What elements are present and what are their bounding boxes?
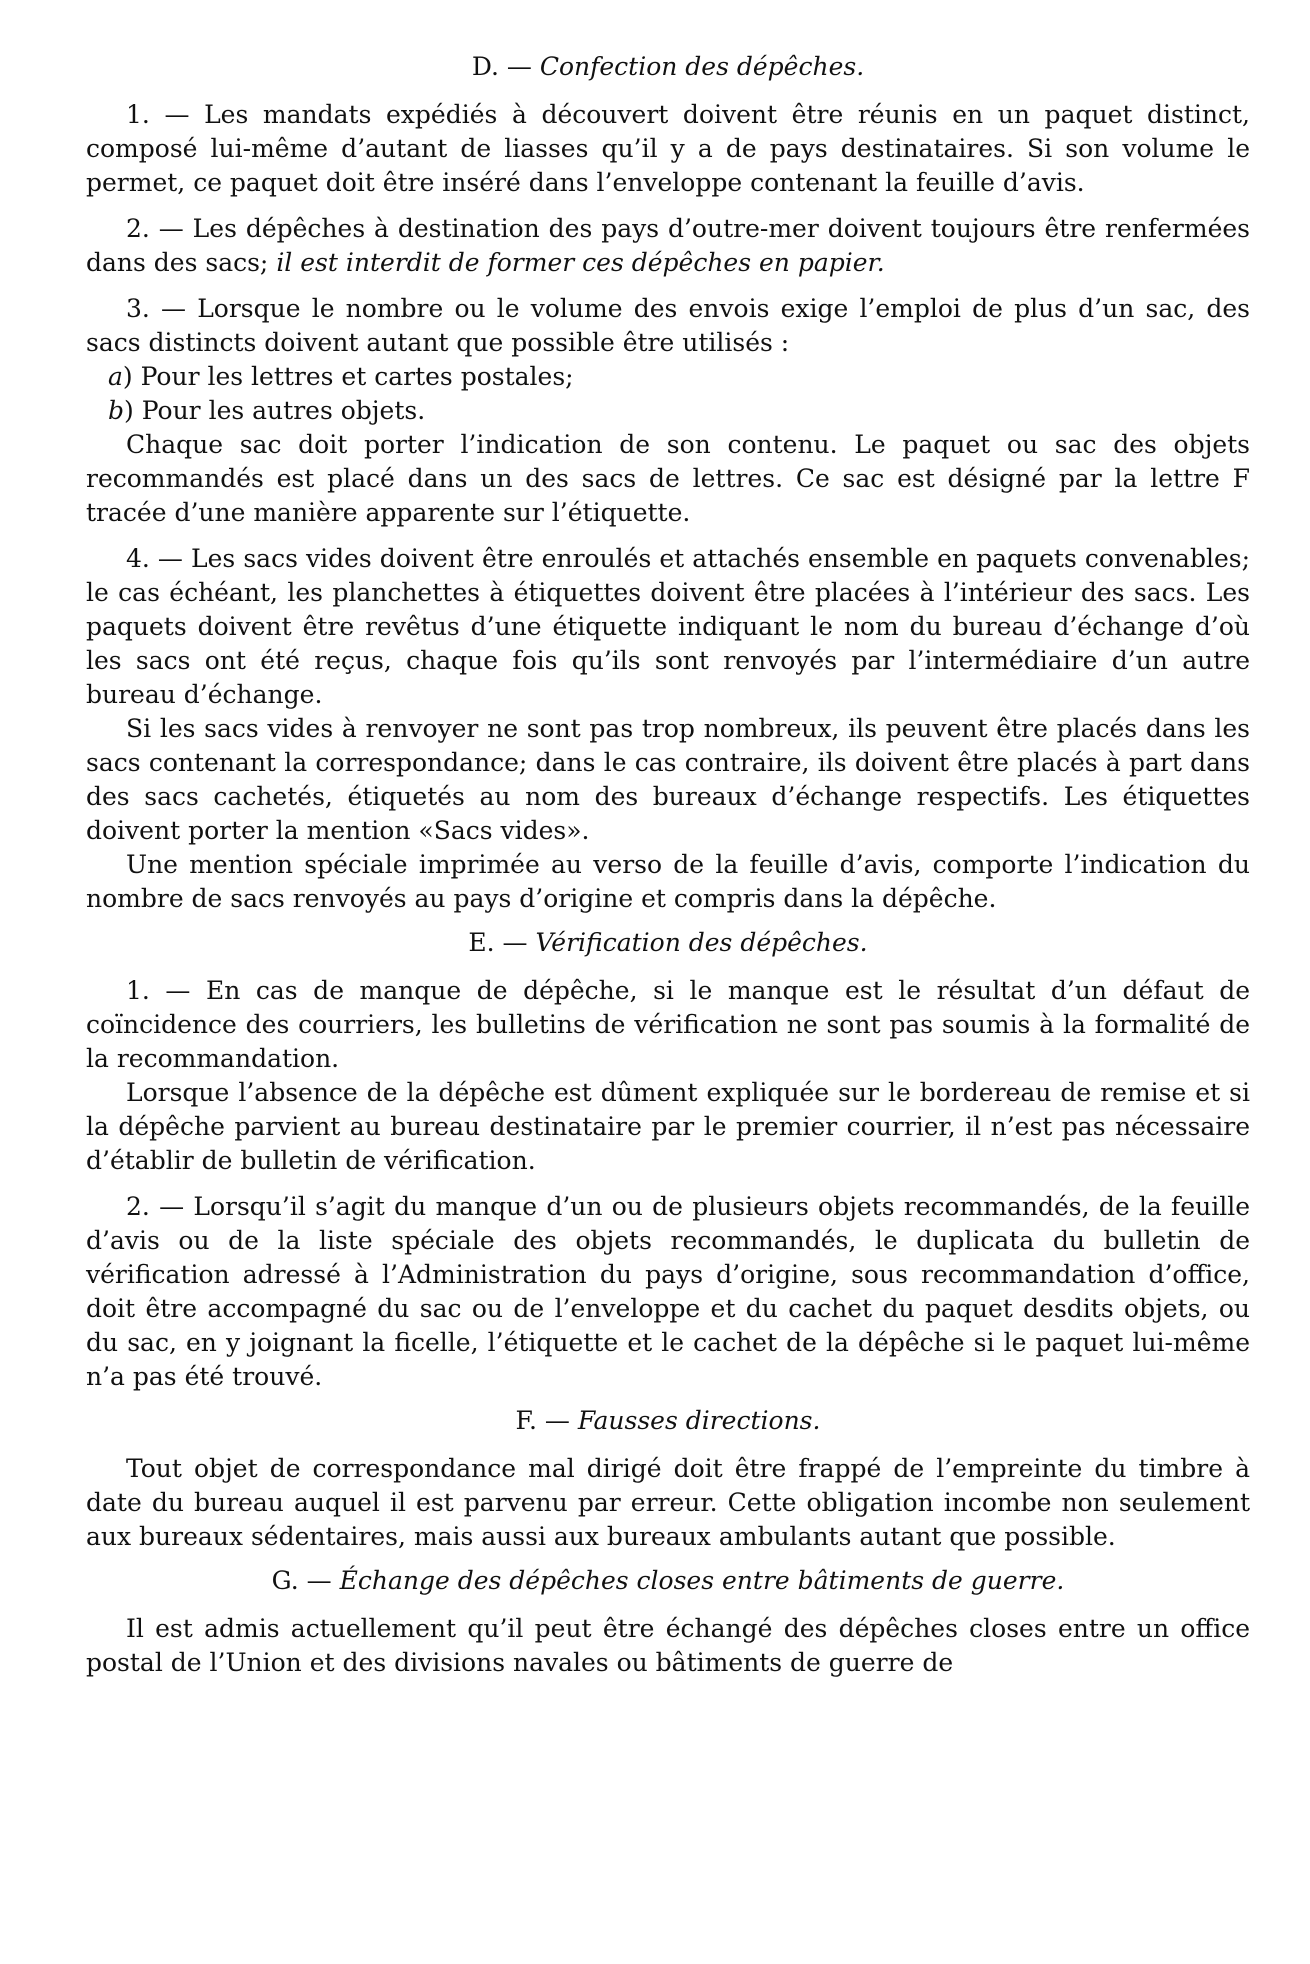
section-d-paragraph-2 [86, 212, 1250, 280]
section-d-paragraph-1: 1. — Les mandats expédiés à découvert doivent être réunis en un paquet distinct, composé lui-même d’autant de liasses qu’il y a de pays destinataires. Si son volume le permet, ce paquet doit être inséré dans l’enveloppe contenant la feuille d’avis. [86, 100, 1250, 197]
section-d-heading [86, 50, 1250, 84]
list-item-a [86, 360, 1250, 394]
section-e-paragraph-1: 1. — En cas de manque de dépêche, si le manque est le résultat d’un défaut de coïncidence des courriers, les bulletins de vérification ne sont pas soumis à la formalité de la recommandation. [86, 976, 1250, 1073]
section-d-paragraph-2-italic: il est interdit de former ces dépêches en papier. [276, 248, 885, 277]
section-d-paragraph-4: 4. — Les sacs vides doivent être enroulés et attachés ensemble en paquets convenables; le cas échéant, les planchettes à étiquettes doivent être placées à l’intérieur des sacs. Les paquets doivent être revêtus d’une étiquette indiquant le nom du bureau d’échange d’où les sacs ont été reçus, chaque fois qu’ils sont renvoyés par l’intermédiaire d’un autre bureau d’échange. [86, 544, 1250, 709]
section-d-prefix: D. — [471, 52, 532, 81]
section-d-paragraph-4b: Si les sacs vides à renvoyer ne sont pas trop nombreux, ils peuvent être placés dans les sacs contenant la correspondance; dans le cas contraire, ils doivent être placés à part dans des sacs cachetés, étiquetés au nom des bureaux d’échange respectifs. Les étiquettes doivent porter la mention «Sacs vides». [86, 714, 1250, 845]
section-g-paragraph-1: Il est admis actuellement qu’il peut être échangé des dépêches closes entre un office postal de l’Union et des divisions navales ou bâtiments de guerre de [86, 1614, 1250, 1677]
section-g-heading [86, 1564, 1250, 1598]
list-item-b [86, 394, 1250, 428]
list-item-a-letter: a [108, 362, 123, 391]
section-d-paragraph-3: 3. — Lorsque le nombre ou le volume des envois exige l’emploi de plus d’un sac, des sacs distincts doivent autant que possible être utilisés : [86, 294, 1250, 357]
section-d-paragraph-2-text: 2. — Les dépêches à destination des pays d’outre-mer doivent toujours être renfermées dans des sacs; [86, 214, 1250, 277]
document-page [86, 40, 1250, 1680]
section-f-paragraph-1: Tout objet de correspondance mal dirigé doit être frappé de l’empreinte du timbre à date du bureau auquel il est parvenu par erreur. Cette obligation incombe non seulement aux bureaux sédentaires, mais aussi aux bureaux ambulants autant que possible. [86, 1454, 1250, 1551]
section-f-prefix: F. — [515, 1406, 570, 1435]
section-e-paragraph-2: 2. — Lorsqu’il s’agit du manque d’un ou de plusieurs objets recommandés, de la feuille d’avis ou de la liste spéciale des objets recommandés, le duplicata du bulletin de vérification adressé à l’Administration du pays d’origine, sous recommandation d’office, doit être accompagné du sac ou de l’enveloppe et du cachet du paquet desdits objets, ou du sac, en y joignant la ficelle, l’étiquette et le cachet de la dépêche si le paquet lui-même n’a pas été trouvé. [86, 1192, 1250, 1391]
section-f-title: Fausses directions. [577, 1406, 821, 1435]
section-e-title: Vérification des dépêches. [535, 928, 868, 957]
section-g-title: Échange des dépêches closes entre bâtiments de guerre. [339, 1566, 1065, 1595]
section-e-prefix: E. — [468, 928, 528, 957]
section-e-paragraph-1b: Lorsque l’absence de la dépêche est dûment expliquée sur le bordereau de remise et si la dépêche parvient au bureau destinataire par le premier courrier, il n’est pas nécessaire d’établir de bulletin de vérification. [86, 1078, 1250, 1175]
section-f-heading [86, 1404, 1250, 1438]
section-g-prefix: G. — [271, 1566, 332, 1595]
list-item-b-text: ) Pour les autres objets. [124, 396, 426, 425]
section-d-paragraph-3b: Chaque sac doit porter l’indication de son contenu. Le paquet ou sac des objets recommandés est placé dans un des sacs de lettres. Ce sac est désigné par la lettre F tracée d’une manière apparente sur l’étiquette. [86, 430, 1250, 527]
section-d-list [86, 360, 1250, 428]
list-item-b-letter: b [108, 396, 125, 425]
list-item-a-text: ) Pour les lettres et cartes postales; [122, 362, 574, 391]
section-e-heading [86, 926, 1250, 960]
section-d-paragraph-4c: Une mention spéciale imprimée au verso de la feuille d’avis, comporte l’indication du nombre de sacs renvoyés au pays d’origine et compris dans la dépêche. [86, 850, 1250, 913]
section-d-title: Confection des dépêches. [539, 52, 865, 81]
